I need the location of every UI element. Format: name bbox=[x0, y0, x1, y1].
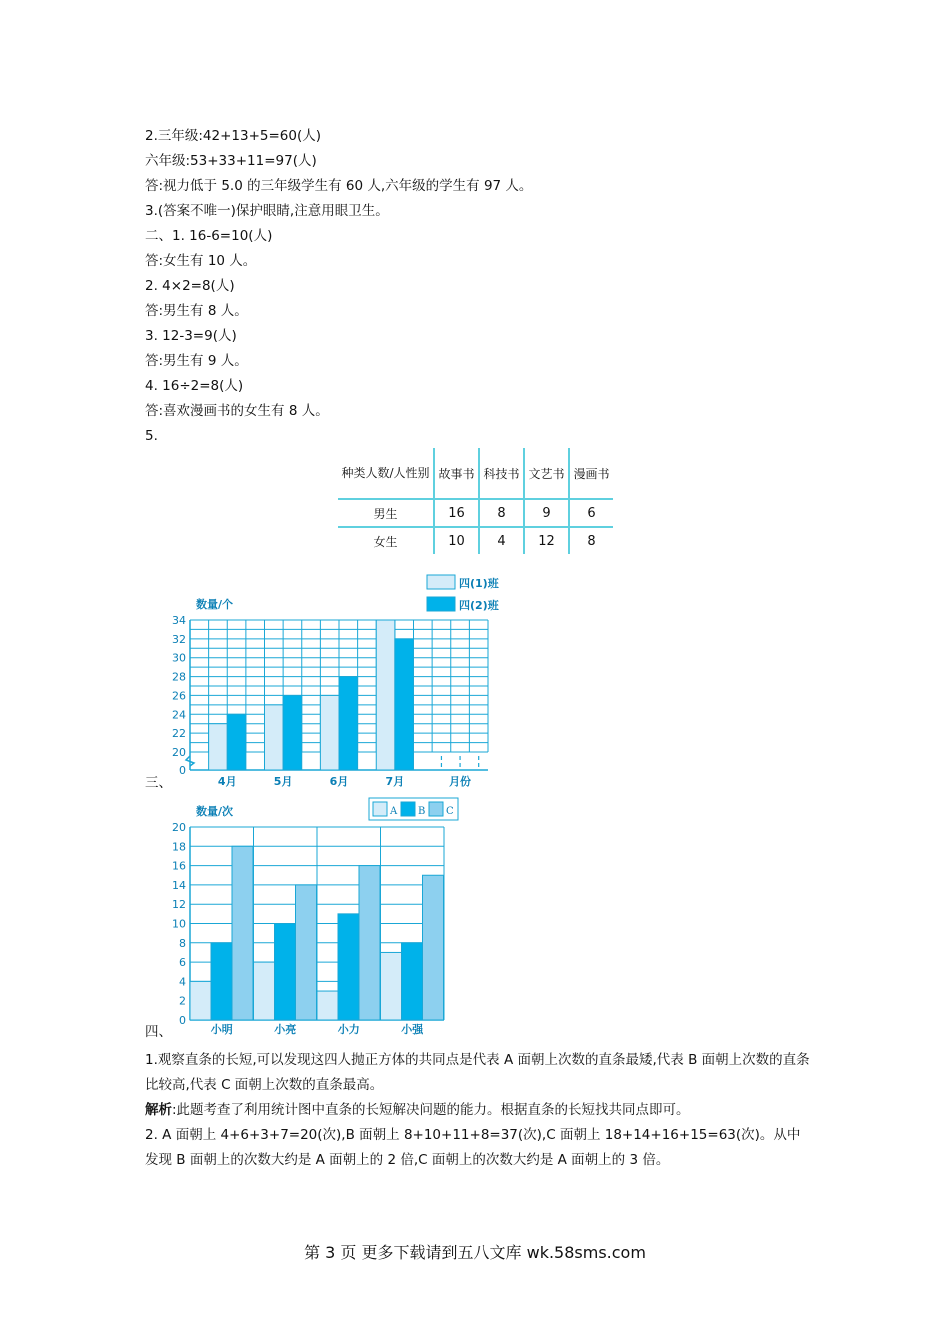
table-row bbox=[338, 499, 613, 527]
x-axis-title: 月份 bbox=[449, 775, 472, 788]
answer-paragraph-3: 2. A 面朝上 4+6+3+7=20(次),B 面朝上 8+10+11+8=37(次),C 面朝上 18+14+16+15=63(次)。从中发现 B 面朝上的次数大约是 A 面朝上的 2 倍,C 面朝上的次数大约是 A 面朝上的 3 倍。 bbox=[145, 1127, 801, 1168]
x-tick-label: 6月 bbox=[329, 775, 349, 788]
table-column-header: 漫画书 bbox=[569, 448, 613, 499]
y-tick-label: 16 bbox=[172, 859, 186, 873]
y-tick-label: 0 bbox=[179, 764, 186, 777]
bar bbox=[227, 714, 246, 770]
legend-label: 四(1)班 bbox=[459, 577, 499, 590]
y-tick-label: 0 bbox=[179, 1014, 186, 1027]
book-table bbox=[338, 448, 613, 554]
table-cell: 8 bbox=[479, 499, 524, 527]
y-tick-label: 20 bbox=[172, 821, 186, 834]
x-tick-label: 小亮 bbox=[274, 1023, 297, 1036]
answer-line: 3. 12-3=9(人) bbox=[145, 328, 237, 344]
x-tick-label: 7月 bbox=[385, 775, 405, 788]
y-tick-label: 34 bbox=[172, 614, 186, 627]
answer-line: 答:视力低于 5.0 的三年级学生有 60 人,六年级的学生有 97 人。 bbox=[145, 178, 533, 194]
table-cell: 9 bbox=[524, 499, 569, 527]
legend-label: B bbox=[418, 806, 426, 817]
table-cell: 16 bbox=[434, 499, 479, 527]
bar bbox=[296, 885, 317, 1020]
y-tick-label: 18 bbox=[172, 840, 186, 854]
table-cell: 4 bbox=[479, 527, 524, 554]
answer-line: 答:女生有 10 人。 bbox=[145, 253, 257, 269]
table-header-row bbox=[338, 448, 613, 499]
x-tick-label: 5月 bbox=[273, 775, 293, 788]
y-tick-label: 26 bbox=[172, 689, 186, 703]
table-corner-label: 种类人数/人性别 bbox=[341, 465, 430, 480]
legend-swatch bbox=[429, 802, 443, 816]
y-tick-label: 30 bbox=[172, 651, 186, 665]
chart-throw-count bbox=[160, 795, 470, 1035]
analysis-label: 解析 bbox=[145, 1102, 172, 1118]
answer-paragraph-1: 1.观察直条的长短,可以发现这四人抛正方体的共同点是代表 A 面朝上次数的直条最矮,代表 B 面朝上次数的直条比较高,代表 C 面朝上次数的直条最高。 bbox=[145, 1052, 810, 1093]
bar bbox=[320, 695, 339, 770]
answer-line: 3.(答案不唯一)保护眼睛,注意用眼卫生。 bbox=[145, 203, 389, 219]
bar bbox=[381, 952, 402, 1020]
chart-monthly-count bbox=[160, 570, 520, 790]
table-row-label: 男生 bbox=[338, 499, 434, 527]
table-column-header: 科技书 bbox=[479, 448, 524, 499]
bar bbox=[265, 705, 284, 770]
answer-line: 5. bbox=[145, 428, 158, 444]
legend-label: C bbox=[446, 806, 454, 817]
y-tick-label: 4 bbox=[179, 975, 186, 989]
bar bbox=[317, 991, 338, 1020]
analysis-text: :此题考查了利用统计图中直条的长短解决问题的能力。根据直条的长短找共同点即可。 bbox=[172, 1102, 690, 1118]
page-footer: 第 3 页 更多下载请到五八文库 wk.58sms.com bbox=[304, 1243, 646, 1262]
table-column-header: 文艺书 bbox=[524, 448, 569, 499]
table-row-label: 女生 bbox=[373, 534, 398, 549]
x-tick-label: 小力 bbox=[337, 1023, 360, 1036]
answer-paragraph-2 bbox=[145, 1098, 810, 1123]
y-tick-label: 32 bbox=[172, 632, 186, 646]
legend-label: 四(2)班 bbox=[459, 599, 499, 612]
answer-line: 4. 16÷2=8(人) bbox=[145, 378, 244, 394]
legend-label: A bbox=[390, 806, 398, 817]
x-tick-label: 4月 bbox=[217, 775, 237, 788]
table-cell: 10 bbox=[434, 527, 479, 554]
x-tick-label: 小明 bbox=[210, 1023, 233, 1036]
y-tick-label: 6 bbox=[179, 956, 186, 970]
bar bbox=[395, 639, 414, 770]
bar bbox=[359, 866, 380, 1020]
bar bbox=[190, 981, 211, 1020]
bar bbox=[423, 875, 444, 1020]
bar bbox=[338, 914, 359, 1020]
y-tick-label: 14 bbox=[172, 878, 186, 892]
answer-line: 六年级:53+33+11=97(人) bbox=[145, 153, 317, 169]
y-tick-label: 8 bbox=[179, 936, 186, 950]
bar bbox=[339, 677, 358, 770]
legend-swatch bbox=[401, 802, 415, 816]
table-cell: 12 bbox=[524, 527, 569, 554]
table-row bbox=[338, 527, 613, 554]
answer-line: 答:喜欢漫画书的女生有 8 人。 bbox=[145, 403, 329, 419]
bar bbox=[275, 924, 296, 1021]
table-column-header: 故事书 bbox=[434, 448, 479, 499]
y-tick-label: 24 bbox=[172, 708, 186, 722]
section-label-three: 三、 bbox=[145, 775, 172, 791]
x-tick-label: 小强 bbox=[401, 1023, 424, 1036]
bar bbox=[402, 943, 423, 1020]
table-corner-cell bbox=[338, 448, 434, 499]
y-tick-label: 20 bbox=[172, 746, 186, 759]
answer-line: 答:男生有 9 人。 bbox=[145, 353, 248, 369]
table-cell: 8 bbox=[569, 527, 613, 554]
bar bbox=[283, 695, 302, 770]
y-tick-label: 2 bbox=[179, 994, 186, 1008]
y-tick-label: 22 bbox=[172, 727, 186, 741]
section-label-four: 四、 bbox=[145, 1024, 172, 1040]
bar bbox=[211, 943, 232, 1020]
y-tick-label: 28 bbox=[172, 670, 186, 684]
bar bbox=[376, 620, 395, 770]
legend-swatch bbox=[427, 597, 455, 611]
legend-swatch bbox=[427, 575, 455, 589]
table-cell: 6 bbox=[569, 499, 613, 527]
bar bbox=[232, 846, 253, 1020]
legend-swatch bbox=[373, 802, 387, 816]
y-tick-label: 12 bbox=[172, 898, 186, 912]
answer-line: 答:男生有 8 人。 bbox=[145, 303, 248, 319]
bar bbox=[254, 962, 275, 1020]
y-axis-title: 数量/个 bbox=[196, 598, 234, 611]
answer-line: 二、1. 16-6=10(人) bbox=[145, 228, 273, 244]
answer-line: 2. 4×2=8(人) bbox=[145, 278, 235, 294]
y-tick-label: 10 bbox=[172, 917, 186, 931]
answer-line: 2.三年级:42+13+5=60(人) bbox=[145, 128, 322, 144]
y-axis-title: 数量/次 bbox=[196, 805, 234, 818]
bar bbox=[209, 724, 228, 770]
